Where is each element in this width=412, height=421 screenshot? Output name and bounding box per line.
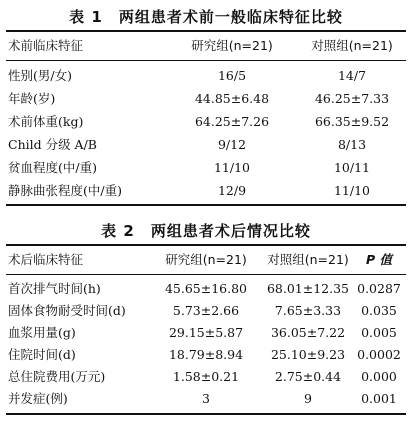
control-value: 7.65±3.33 bbox=[274, 303, 342, 318]
study-value: 45.65±16.80 bbox=[164, 281, 248, 296]
p-value: 0.0002 bbox=[357, 347, 401, 362]
table2-header-row bbox=[8, 250, 406, 270]
row-label: 住院时间(d) bbox=[8, 347, 76, 362]
control-value: 10/11 bbox=[333, 160, 371, 175]
table-row bbox=[8, 389, 406, 409]
study-value: 64.25±7.26 bbox=[194, 114, 270, 129]
table-row bbox=[8, 279, 406, 299]
row-label: 并发症(例) bbox=[8, 391, 68, 406]
control-value: 2.75±0.44 bbox=[274, 369, 342, 384]
table1-header-control: 对照组(n=21) bbox=[311, 38, 393, 53]
p-value: 0.001 bbox=[361, 391, 397, 406]
table1-header-rule bbox=[6, 60, 406, 61]
table1-header-feature: 术前临床特征 bbox=[8, 38, 84, 53]
study-value: 9/12 bbox=[217, 137, 247, 152]
table2-title: 表 2 两组患者术后情况比较 bbox=[101, 222, 311, 240]
study-value: 18.79±8.94 bbox=[168, 347, 244, 362]
table2-top-rule bbox=[6, 244, 406, 246]
row-label: 血浆用量(g) bbox=[8, 325, 76, 340]
row-label: 性别(男/女) bbox=[8, 68, 72, 83]
table2-header-study: 研究组(n=21) bbox=[165, 252, 247, 267]
row-label: 静脉曲张程度(中/重) bbox=[8, 183, 122, 198]
row-label: Child 分级 A/B bbox=[8, 137, 97, 152]
p-value: 0.005 bbox=[361, 325, 397, 340]
table1-header-study: 研究组(n=21) bbox=[191, 38, 273, 53]
table-row bbox=[8, 181, 406, 201]
table-row bbox=[8, 112, 406, 132]
p-value: 0.035 bbox=[361, 303, 397, 318]
study-value: 11/10 bbox=[213, 160, 251, 175]
study-value: 29.15±5.87 bbox=[168, 325, 244, 340]
row-label: 首次排气时间(h) bbox=[8, 281, 101, 296]
table-row bbox=[8, 66, 406, 86]
table1-title: 表 1 两组患者术前一般临床特征比较 bbox=[69, 8, 343, 26]
control-value: 11/10 bbox=[333, 183, 371, 198]
table-row bbox=[8, 323, 406, 343]
control-value: 66.35±9.52 bbox=[314, 114, 390, 129]
table2-header-control: 对照组(n=21) bbox=[267, 252, 349, 267]
table2-header-feature: 术后临床特征 bbox=[8, 252, 84, 267]
control-value: 36.05±7.22 bbox=[270, 325, 346, 340]
row-label: 固体食物耐受时间(d) bbox=[8, 303, 126, 318]
control-value: 9 bbox=[304, 391, 312, 406]
table1-header-row bbox=[8, 36, 406, 56]
table2-header-p-value: P 值 bbox=[365, 252, 392, 267]
table-row bbox=[8, 345, 406, 365]
study-value: 44.85±6.48 bbox=[194, 91, 270, 106]
study-value: 12/9 bbox=[217, 183, 247, 198]
table-row bbox=[8, 89, 406, 109]
p-value: 0.0287 bbox=[357, 281, 401, 296]
table2-bottom-rule bbox=[6, 413, 406, 415]
row-label: 贫血程度(中/重) bbox=[8, 160, 97, 175]
table-row bbox=[8, 135, 406, 155]
table1-bottom-rule bbox=[6, 204, 406, 206]
control-value: 46.25±7.33 bbox=[314, 91, 390, 106]
table-row bbox=[8, 301, 406, 321]
control-value: 68.01±12.35 bbox=[266, 281, 350, 296]
table-row bbox=[8, 158, 406, 178]
table-row bbox=[8, 367, 406, 387]
row-label: 年龄(岁) bbox=[8, 91, 56, 106]
control-value: 14/7 bbox=[337, 68, 367, 83]
p-value: 0.000 bbox=[361, 369, 397, 384]
table2-header-rule bbox=[6, 274, 406, 275]
row-label: 术前体重(kg) bbox=[8, 114, 84, 129]
study-value: 3 bbox=[202, 391, 210, 406]
study-value: 5.73±2.66 bbox=[172, 303, 240, 318]
table1-top-rule bbox=[6, 30, 406, 32]
control-value: 8/13 bbox=[337, 137, 367, 152]
study-value: 16/5 bbox=[217, 68, 247, 83]
study-value: 1.58±0.21 bbox=[172, 369, 240, 384]
control-value: 25.10±9.23 bbox=[270, 347, 346, 362]
row-label: 总住院费用(万元) bbox=[8, 369, 106, 384]
